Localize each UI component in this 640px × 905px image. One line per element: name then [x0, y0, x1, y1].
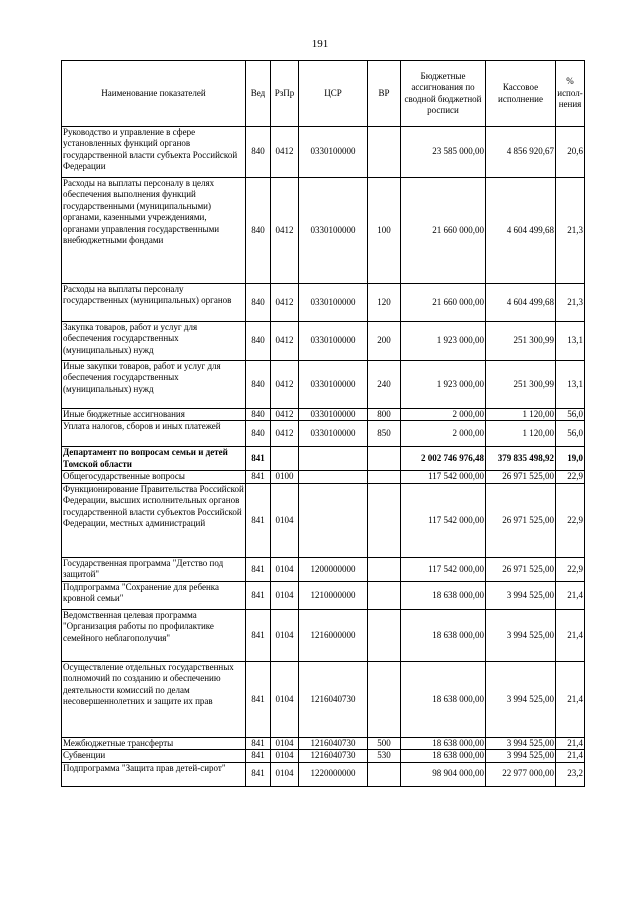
cell-cash: 251 300,99 [486, 322, 556, 361]
cell-cash: 26 971 525,00 [486, 483, 556, 557]
cell-ved: 840 [246, 322, 271, 361]
cell-cash: 22 977 000,00 [486, 762, 556, 786]
cell-rzpr: 0104 [271, 762, 299, 786]
table-row [62, 322, 585, 361]
cell-vr: 850 [368, 421, 401, 447]
cell-percent: 22,9 [556, 483, 585, 557]
cell-name: Межбюджетные трансферты [62, 737, 246, 749]
cell-percent: 21,4 [556, 581, 585, 609]
table-row [62, 361, 585, 409]
table-body [62, 127, 585, 787]
cell-vr [368, 581, 401, 609]
cell-vr [368, 661, 401, 737]
cell-cash: 3 994 525,00 [486, 750, 556, 762]
cell-csr [299, 483, 368, 557]
cell-name: Общегосударственные вопросы [62, 471, 246, 483]
column-header-percent: % испол-нения [556, 61, 585, 127]
column-header-cash: Кассовое исполнение [486, 61, 556, 127]
cell-csr [299, 471, 368, 483]
cell-percent: 19,0 [556, 447, 585, 471]
column-header-name: Наименование показателей [62, 61, 246, 127]
cell-name: Функционирование Правительства Российской Федерации, высших исполнительных органов государственной власти субъектов Российской Федерации, местных администраций [62, 483, 246, 557]
cell-ved: 841 [246, 762, 271, 786]
cell-percent: 22,9 [556, 557, 585, 581]
cell-rzpr [271, 447, 299, 471]
cell-vr [368, 447, 401, 471]
cell-csr: 1200000000 [299, 557, 368, 581]
cell-cash: 26 971 525,00 [486, 471, 556, 483]
cell-csr: 0330100000 [299, 284, 368, 322]
cell-rzpr: 0104 [271, 609, 299, 661]
cell-budget: 117 542 000,00 [401, 483, 486, 557]
table-row [62, 581, 585, 609]
cell-name: Иные бюджетные ассигнования [62, 409, 246, 421]
cell-csr: 1216040730 [299, 661, 368, 737]
cell-name: Расходы на выплаты персоналу государственных (муниципальных) органов [62, 284, 246, 322]
cell-vr [368, 483, 401, 557]
cell-cash: 4 604 499,68 [486, 178, 556, 284]
cell-budget: 23 585 000,00 [401, 127, 486, 178]
cell-rzpr: 0412 [271, 421, 299, 447]
column-header-rzpr: РзПр [271, 61, 299, 127]
cell-percent: 56,0 [556, 421, 585, 447]
cell-name: Государственная программа "Детство под защитой" [62, 557, 246, 581]
cell-budget: 21 660 000,00 [401, 284, 486, 322]
column-header-vr: ВР [368, 61, 401, 127]
cell-cash: 251 300,99 [486, 361, 556, 409]
cell-ved: 840 [246, 409, 271, 421]
cell-cash: 3 994 525,00 [486, 661, 556, 737]
cell-name: Подпрограмма "Сохранение для ребенка кровной семьи" [62, 581, 246, 609]
cell-rzpr: 0412 [271, 127, 299, 178]
cell-budget: 1 923 000,00 [401, 322, 486, 361]
cell-name: Уплата налогов, сборов и иных платежей [62, 421, 246, 447]
table-row [62, 471, 585, 483]
cell-csr: 1216000000 [299, 609, 368, 661]
cell-vr: 800 [368, 409, 401, 421]
cell-rzpr: 0104 [271, 581, 299, 609]
cell-ved: 840 [246, 284, 271, 322]
cell-vr [368, 609, 401, 661]
cell-vr: 200 [368, 322, 401, 361]
cell-percent: 21,3 [556, 284, 585, 322]
table-row [62, 284, 585, 322]
table-row [62, 421, 585, 447]
cell-ved: 841 [246, 661, 271, 737]
cell-percent: 21,3 [556, 178, 585, 284]
cell-rzpr: 0412 [271, 284, 299, 322]
table-header-row [62, 61, 585, 127]
cell-percent: 21,4 [556, 609, 585, 661]
table-row [62, 661, 585, 737]
cell-rzpr: 0412 [271, 322, 299, 361]
cell-budget: 18 638 000,00 [401, 609, 486, 661]
cell-percent: 20,6 [556, 127, 585, 178]
cell-name: Расходы на выплаты персоналу в целях обеспечения выполнения функций государственными (муниципальными) органами, казенными учреждениями, органами управления государственными внебюджетными фондами [62, 178, 246, 284]
cell-percent: 21,4 [556, 661, 585, 737]
cell-csr [299, 447, 368, 471]
cell-cash: 3 994 525,00 [486, 737, 556, 749]
cell-ved: 841 [246, 557, 271, 581]
cell-csr: 0330100000 [299, 361, 368, 409]
cell-cash: 379 835 498,92 [486, 447, 556, 471]
cell-cash: 3 994 525,00 [486, 609, 556, 661]
cell-name: Руководство и управление в сфере установленных функций органов государственной власти субъекта Российской Федерации [62, 127, 246, 178]
cell-name: Осуществление отдельных государственных полномочий по созданию и обеспечению деятельности комиссий по делам несовершеннолетних и защите их прав [62, 661, 246, 737]
cell-budget: 18 638 000,00 [401, 581, 486, 609]
cell-budget: 117 542 000,00 [401, 471, 486, 483]
cell-cash: 4 856 920,67 [486, 127, 556, 178]
cell-budget: 2 002 746 976,48 [401, 447, 486, 471]
column-header-csr: ЦСР [299, 61, 368, 127]
cell-csr: 0330100000 [299, 409, 368, 421]
cell-percent: 23,2 [556, 762, 585, 786]
cell-budget: 117 542 000,00 [401, 557, 486, 581]
cell-budget: 2 000,00 [401, 409, 486, 421]
cell-budget: 2 000,00 [401, 421, 486, 447]
cell-vr [368, 471, 401, 483]
cell-name: Подпрограмма "Защита прав детей-сирот" [62, 762, 246, 786]
table-row [62, 737, 585, 749]
cell-cash: 1 120,00 [486, 409, 556, 421]
cell-ved: 841 [246, 471, 271, 483]
cell-cash: 26 971 525,00 [486, 557, 556, 581]
cell-name: Закупка товаров, работ и услуг для обеспечения государственных (муниципальных) нужд [62, 322, 246, 361]
column-header-budget: Бюджетные ассигнования по сводной бюджетной росписи [401, 61, 486, 127]
cell-cash: 4 604 499,68 [486, 284, 556, 322]
cell-budget: 18 638 000,00 [401, 661, 486, 737]
cell-rzpr: 0104 [271, 483, 299, 557]
table-row [62, 447, 585, 471]
cell-ved: 840 [246, 127, 271, 178]
cell-vr: 530 [368, 750, 401, 762]
cell-ved: 840 [246, 421, 271, 447]
table-row [62, 762, 585, 786]
table-row [62, 178, 585, 284]
cell-ved: 841 [246, 447, 271, 471]
cell-percent: 21,4 [556, 750, 585, 762]
table-row [62, 609, 585, 661]
cell-name: Иные закупки товаров, работ и услуг для обеспечения государственных (муниципальных) нужд [62, 361, 246, 409]
cell-ved: 840 [246, 361, 271, 409]
cell-percent: 21,4 [556, 737, 585, 749]
cell-budget: 18 638 000,00 [401, 737, 486, 749]
table-row [62, 127, 585, 178]
column-header-ved: Вед [246, 61, 271, 127]
budget-execution-table [61, 60, 585, 787]
cell-csr: 0330100000 [299, 127, 368, 178]
cell-csr: 0330100000 [299, 421, 368, 447]
cell-ved: 841 [246, 737, 271, 749]
cell-name: Ведомственная целевая программа "Организация работы по профилактике семейного неблагополучия" [62, 609, 246, 661]
cell-rzpr: 0104 [271, 661, 299, 737]
cell-percent: 22,9 [556, 471, 585, 483]
page-number: 191 [311, 38, 329, 50]
table-row [62, 483, 585, 557]
cell-rzpr: 0412 [271, 409, 299, 421]
cell-ved: 841 [246, 609, 271, 661]
cell-csr: 1216040730 [299, 750, 368, 762]
cell-cash: 1 120,00 [486, 421, 556, 447]
cell-vr: 120 [368, 284, 401, 322]
cell-vr [368, 127, 401, 178]
cell-csr: 1216040730 [299, 737, 368, 749]
cell-vr [368, 557, 401, 581]
cell-percent: 13,1 [556, 322, 585, 361]
cell-cash: 3 994 525,00 [486, 581, 556, 609]
table-row [62, 750, 585, 762]
cell-csr: 0330100000 [299, 178, 368, 284]
cell-vr: 500 [368, 737, 401, 749]
cell-rzpr: 0412 [271, 361, 299, 409]
cell-csr: 0330100000 [299, 322, 368, 361]
cell-budget: 1 923 000,00 [401, 361, 486, 409]
cell-rzpr: 0104 [271, 737, 299, 749]
cell-rzpr: 0100 [271, 471, 299, 483]
cell-budget: 18 638 000,00 [401, 750, 486, 762]
cell-csr: 1220000000 [299, 762, 368, 786]
cell-vr: 240 [368, 361, 401, 409]
cell-ved: 841 [246, 750, 271, 762]
cell-vr: 100 [368, 178, 401, 284]
cell-ved: 841 [246, 483, 271, 557]
cell-rzpr: 0104 [271, 557, 299, 581]
cell-budget: 21 660 000,00 [401, 178, 486, 284]
cell-rzpr: 0104 [271, 750, 299, 762]
cell-name: Субвенции [62, 750, 246, 762]
cell-ved: 840 [246, 178, 271, 284]
cell-percent: 56,0 [556, 409, 585, 421]
table-row [62, 409, 585, 421]
cell-name: Департамент по вопросам семьи и детей Томской области [62, 447, 246, 471]
cell-rzpr: 0412 [271, 178, 299, 284]
cell-percent: 13,1 [556, 361, 585, 409]
cell-csr: 1210000000 [299, 581, 368, 609]
cell-vr [368, 762, 401, 786]
cell-budget: 98 904 000,00 [401, 762, 486, 786]
table-row [62, 557, 585, 581]
cell-ved: 841 [246, 581, 271, 609]
